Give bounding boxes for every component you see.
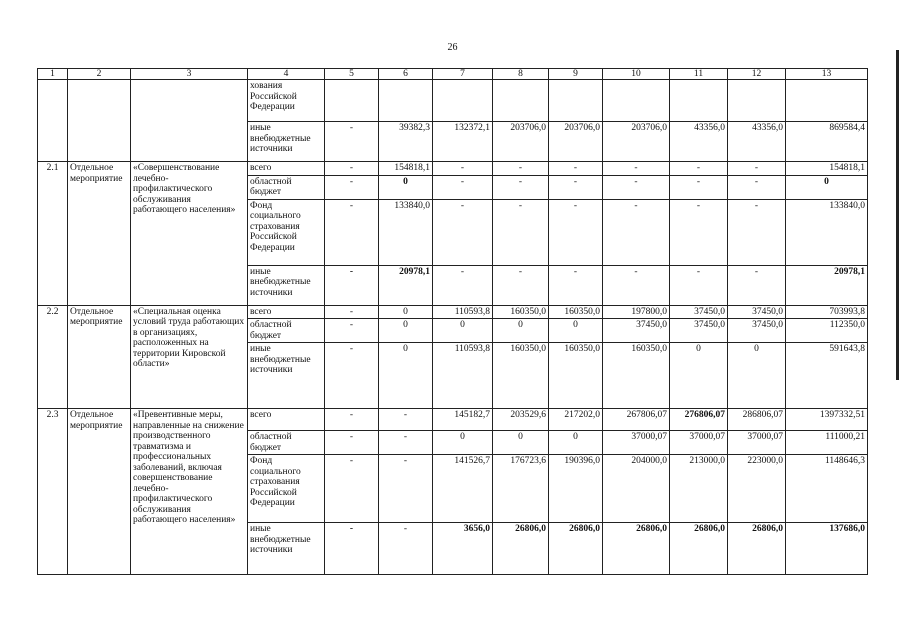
- col-10-header: 10: [603, 69, 670, 80]
- item-name: «Превентивные меры, направленные на снижение производственного травматизма и профессиональных заболеваний, включая совершенствование лечебно-профилактического обслуживания работающего населения»: [131, 409, 248, 575]
- value-cell: -: [325, 455, 379, 523]
- value-cell: 0: [728, 343, 786, 409]
- budget-table: [37, 68, 868, 575]
- value-cell: 43356,0: [670, 122, 728, 162]
- value-cell: -: [603, 199, 670, 265]
- item-type: Отдельное мероприятие: [68, 162, 131, 306]
- col-9-header: 9: [549, 69, 603, 80]
- table-row: [38, 80, 868, 122]
- item-type: Отдельное мероприятие: [68, 409, 131, 575]
- value-cell: -: [728, 265, 786, 305]
- value-cell: 204000,0: [603, 455, 670, 523]
- value-cell: 190396,0: [549, 455, 603, 523]
- value-cell: -: [379, 409, 433, 431]
- value-cell: 0: [670, 343, 728, 409]
- value-cell: 20978,1: [379, 265, 433, 305]
- value-cell: -: [728, 162, 786, 176]
- value-cell: 160350,0: [493, 343, 549, 409]
- value-cell: 37000,07: [603, 431, 670, 455]
- value-cell: -: [325, 175, 379, 199]
- value-cell: 213000,0: [670, 455, 728, 523]
- col-3-header: 3: [131, 69, 248, 80]
- value-cell: 0: [549, 319, 603, 343]
- value-cell: 133840,0: [786, 199, 868, 265]
- value-cell: 145182,7: [433, 409, 493, 431]
- value-cell: 703993,8: [786, 305, 868, 319]
- source-label: Фонд социального страхования Российской Федерации: [248, 455, 325, 523]
- col-11-header: 11: [670, 69, 728, 80]
- value-cell: 110593,8: [433, 305, 493, 319]
- value-cell: 0: [379, 175, 433, 199]
- col-8-header: 8: [493, 69, 549, 80]
- value-cell: -: [325, 343, 379, 409]
- value-cell: 37450,0: [670, 319, 728, 343]
- value-cell: 197800,0: [603, 305, 670, 319]
- margin-bar: [896, 50, 899, 380]
- value-cell: 141526,7: [433, 455, 493, 523]
- value-cell: -: [493, 199, 549, 265]
- value-cell: 0: [433, 431, 493, 455]
- value-cell: -: [325, 319, 379, 343]
- value-cell: 0: [493, 319, 549, 343]
- item-type: Отдельное мероприятие: [68, 305, 131, 409]
- source-label: областной бюджет: [248, 431, 325, 455]
- value-cell: -: [670, 199, 728, 265]
- value-cell: 111000,21: [786, 431, 868, 455]
- value-cell: 39382,3: [379, 122, 433, 162]
- value-cell: -: [325, 523, 379, 575]
- value-cell: 132372,1: [433, 122, 493, 162]
- value-cell: -: [325, 265, 379, 305]
- source-label: областной бюджет: [248, 175, 325, 199]
- source-label: областной бюджет: [248, 319, 325, 343]
- value-cell: 37450,0: [670, 305, 728, 319]
- value-cell: 37450,0: [728, 305, 786, 319]
- value-cell: 223000,0: [728, 455, 786, 523]
- value-cell: 26806,0: [549, 523, 603, 575]
- cell-num: [38, 80, 68, 162]
- value-cell: -: [325, 122, 379, 162]
- source-label: Фонд социального страхования Российской Федерации: [248, 199, 325, 265]
- value-cell: 26806,0: [493, 523, 549, 575]
- value-cell: -: [433, 199, 493, 265]
- value-cell: 203706,0: [603, 122, 670, 162]
- value-cell: 160350,0: [493, 305, 549, 319]
- value-cell: -: [670, 162, 728, 176]
- value-cell: -: [549, 162, 603, 176]
- value-cell: -: [325, 409, 379, 431]
- source-label: хования Российской Федерации: [248, 80, 325, 122]
- value-cell: 37450,0: [603, 319, 670, 343]
- column-numbers-row: [38, 69, 868, 80]
- table-row: [38, 409, 868, 431]
- value-cell: -: [493, 265, 549, 305]
- value-cell: -: [549, 175, 603, 199]
- source-label: всего: [248, 305, 325, 319]
- value-cell: 43356,0: [728, 122, 786, 162]
- value-cell: 0: [493, 431, 549, 455]
- value-cell: -: [603, 175, 670, 199]
- value-cell: -: [379, 523, 433, 575]
- value-cell: 160350,0: [549, 305, 603, 319]
- page-number: 26: [447, 42, 458, 53]
- value-cell: 1148646,3: [786, 455, 868, 523]
- item-number: 2.1: [38, 162, 68, 306]
- value-cell: 217202,0: [549, 409, 603, 431]
- col-7-header: 7: [433, 69, 493, 80]
- value-cell: 133840,0: [379, 199, 433, 265]
- value-cell: -: [325, 162, 379, 176]
- value-cell: -: [603, 265, 670, 305]
- value-cell: -: [670, 265, 728, 305]
- value-cell: -: [433, 175, 493, 199]
- source-label: иные внебюджетные источники: [248, 122, 325, 162]
- value-cell: -: [493, 162, 549, 176]
- source-label: иные внебюджетные источники: [248, 265, 325, 305]
- value-cell: -: [728, 175, 786, 199]
- col-4-header: 4: [248, 69, 325, 80]
- value-cell: 0: [379, 319, 433, 343]
- value-cell: -: [379, 455, 433, 523]
- value-cell: 110593,8: [433, 343, 493, 409]
- col-5-header: 5: [325, 69, 379, 80]
- value-cell: 176723,6: [493, 455, 549, 523]
- value-cell: -: [603, 162, 670, 176]
- value-cell: 26806,0: [728, 523, 786, 575]
- col-6-header: 6: [379, 69, 433, 80]
- table-row: [38, 162, 868, 176]
- source-label: всего: [248, 162, 325, 176]
- value-cell: -: [549, 265, 603, 305]
- value-cell: -: [325, 431, 379, 455]
- value-cell: 37000,07: [670, 431, 728, 455]
- value-cell: 160350,0: [549, 343, 603, 409]
- source-label: иные внебюджетные источники: [248, 343, 325, 409]
- col-1-header: 1: [38, 69, 68, 80]
- item-number: 2.2: [38, 305, 68, 409]
- value-cell: 591643,8: [786, 343, 868, 409]
- value-cell: 0: [379, 343, 433, 409]
- value-cell: 203706,0: [549, 122, 603, 162]
- col-13-header: 13: [786, 69, 868, 80]
- value-cell: -: [433, 162, 493, 176]
- value-cell: 112350,0: [786, 319, 868, 343]
- value-cell: -: [549, 199, 603, 265]
- value-cell: 1397332,51: [786, 409, 868, 431]
- value-cell: 154818,1: [379, 162, 433, 176]
- value-cell: 203529,6: [493, 409, 549, 431]
- source-label: иные внебюджетные источники: [248, 523, 325, 575]
- cell-name: [131, 80, 248, 162]
- cell-type: [68, 80, 131, 162]
- value-cell: -: [433, 265, 493, 305]
- value-cell: -: [325, 305, 379, 319]
- value-cell: 20978,1: [786, 265, 868, 305]
- value-cell: -: [728, 199, 786, 265]
- value-cell: 154818,1: [786, 162, 868, 176]
- value-cell: 37000,07: [728, 431, 786, 455]
- value-cell: 26806,0: [670, 523, 728, 575]
- value-cell: 160350,0: [603, 343, 670, 409]
- value-cell: 267806,07: [603, 409, 670, 431]
- value-cell: 0: [433, 319, 493, 343]
- value-cell: 0: [549, 431, 603, 455]
- value-cell: 3656,0: [433, 523, 493, 575]
- item-name: «Совершенствование лечебно-профилактического обслуживания работающего населения»: [131, 162, 248, 306]
- value-cell: -: [493, 175, 549, 199]
- value-cell: -: [670, 175, 728, 199]
- table-row: [38, 305, 868, 319]
- value-cell: -: [379, 431, 433, 455]
- col-2-header: 2: [68, 69, 131, 80]
- item-number: 2.3: [38, 409, 68, 575]
- col-12-header: 12: [728, 69, 786, 80]
- value-cell: 0: [786, 175, 868, 199]
- value-cell: 286806,07: [728, 409, 786, 431]
- value-cell: 37450,0: [728, 319, 786, 343]
- item-name: «Специальная оценка условий труда работающих в организациях, расположенных на территории Кировской области»: [131, 305, 248, 409]
- value-cell: 137686,0: [786, 523, 868, 575]
- value-cell: -: [325, 199, 379, 265]
- value-cell: 26806,0: [603, 523, 670, 575]
- value-cell: 869584,4: [786, 122, 868, 162]
- value-cell: 276806,07: [670, 409, 728, 431]
- source-label: всего: [248, 409, 325, 431]
- value-cell: 203706,0: [493, 122, 549, 162]
- value-cell: 0: [379, 305, 433, 319]
